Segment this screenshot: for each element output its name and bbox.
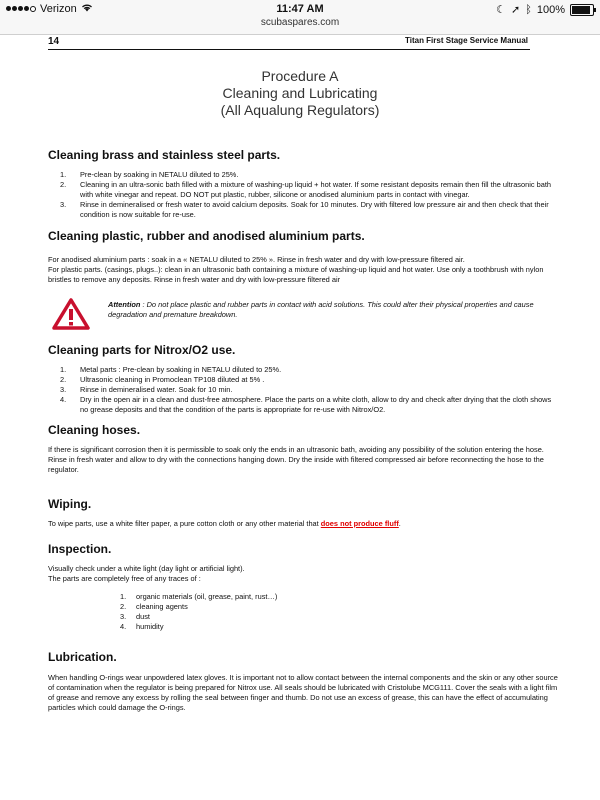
- status-right: [496, 3, 594, 16]
- document-page: [0, 34, 600, 800]
- list-item: 1. Pre-clean by soaking in NETALU diluted to 25%.: [60, 170, 239, 179]
- carrier-label: Verizon: [40, 3, 77, 15]
- section-heading: Inspection.: [48, 542, 112, 556]
- title-line: (All Aqualung Regulators): [220, 102, 380, 118]
- url-label[interactable]: scubaspares.com: [260, 17, 340, 28]
- inspection-list: [48, 592, 560, 632]
- section-heading: Lubrication.: [48, 650, 117, 664]
- list-item: 4. Dry in the open air in a clean and dust-free atmosphere. Place the parts on a white cloth, allow to dry and check after drying that the cloth shows no grease deposits and that the condition of the parts is appropriate for re-use with Nitrox/O2.: [60, 395, 552, 414]
- clock: 11:47 AM: [276, 3, 324, 15]
- title-line: Cleaning and Lubricating: [222, 85, 378, 101]
- section-heading: Cleaning plastic, rubber and anodised aluminium parts.: [48, 229, 365, 243]
- paragraph: If there is significant corrosion then it is permissible to soak only the ends in an ultrasonic bath, avoiding any possibility of the solution entering the hose. Rinse in fresh water and allow to dry with the connections hanging down. Dry the inside with filtered compressed air before reconnecting the hose to the regulator.: [48, 445, 544, 474]
- nitrox-steps: [48, 365, 560, 415]
- bluetooth-icon: ᛒ: [525, 3, 532, 16]
- paragraph: For plastic parts. (casings, plugs..): clean in an ultrasonic bath containing a mixture of washing-up liquid and hot water. Use only a toothbrush with nylon bristles to remove any deposits. Rinse in fresh water and dry with low-pressure filtered air: [48, 265, 544, 284]
- list-item: 3. Rinse in demineralised water. Soak for 10 min.: [60, 385, 233, 394]
- paragraph: For anodised aluminium parts : soak in a « NETALU diluted to 25% ». Rinse in fresh water and dry with low-pressure filtered air.: [48, 255, 465, 264]
- list-item: 1. organic materials (oil, grease, paint, rust…): [120, 592, 278, 601]
- emphasis-text: does not produce fluff: [320, 519, 399, 528]
- list-item: 3. Rinse in demineralised or fresh water to avoid calcium deposits. Soak for 10 minutes. Dry with filtered low pressure air and then check that their condition is now suitable for re-use.: [60, 200, 549, 219]
- list-item: 3. dust: [120, 612, 150, 621]
- attention-callout: [48, 300, 560, 344]
- section-heading: Cleaning brass and stainless steel parts.: [48, 148, 281, 162]
- battery-percent: 100%: [536, 3, 565, 16]
- section-heading: Cleaning hoses.: [48, 423, 141, 437]
- paragraph: To wipe parts, use a white filter paper, a pure cotton cloth or any other material that does not produce fluff.: [48, 519, 401, 528]
- section-heading: Wiping.: [48, 497, 92, 511]
- status-bar: [0, 0, 600, 35]
- attention-text: Attention : Do not place plastic and rubber parts in contact with acid solutions. This could alter their physical properties and cause degradation and premature breakdown.: [108, 300, 534, 319]
- list-item: 4. humidity: [120, 622, 164, 631]
- brass-steps: [48, 170, 560, 220]
- list-item: 2. Cleaning in an ultra-sonic bath filled with a mixture of washing-up liquid + hot water. If some resistant deposits remain then fill the ultrasonic bath with white vinegar and repeat. DO NOT put plastic, rubber, silicone or anodised aluminium parts in contact with vinegar.: [60, 180, 551, 199]
- page-number: 14: [48, 36, 60, 47]
- location-icon: ➚: [511, 4, 521, 16]
- paragraph: Visually check under a white light (day light or artificial light).: [48, 564, 245, 573]
- moon-icon: ☾: [496, 4, 507, 16]
- battery-icon: [570, 4, 594, 16]
- running-header: Titan First Stage Service Manual: [404, 36, 528, 45]
- title-line: Procedure A: [261, 68, 339, 84]
- list-item: 2. Ultrasonic cleaning in Promoclean TP108 diluted at 5% .: [60, 375, 265, 384]
- paragraph: When handling O-rings wear unpowdered latex gloves. It is important not to allow contact between the internal components and the skin or any other source of contamination when the regulator is being prepared for Nitrox use. All seals should be lubricated with Cristolube MCG111. Cover the seals with a light film of grease and remove any excess by rolling the seal between finger and thumb. Do not use an excess of grease, this can have the effect of accumulating particles which could damage the O-rings.: [48, 673, 558, 712]
- procedure-title: [0, 68, 600, 119]
- document-body: [48, 148, 560, 713]
- warning-icon: [52, 298, 90, 330]
- section-heading: Cleaning parts for Nitrox/O2 use.: [48, 343, 236, 357]
- paragraph: The parts are completely free of any traces of :: [48, 574, 201, 583]
- header-rule: [48, 49, 530, 50]
- list-item: 2. cleaning agents: [120, 602, 188, 611]
- list-item: 1. Metal parts : Pre-clean by soaking in NETALU diluted to 25%.: [60, 365, 282, 374]
